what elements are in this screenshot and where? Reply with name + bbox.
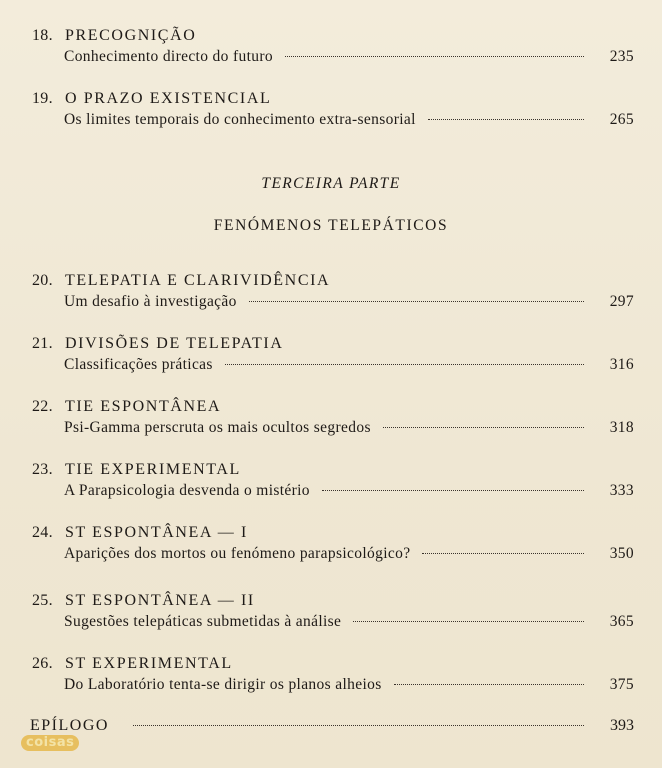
chapter-number: 26.	[32, 655, 53, 672]
chapter-subtitle: Conhecimento directo do futuro	[64, 48, 273, 65]
chapter-title: O PRAZO EXISTENCIAL	[65, 90, 272, 107]
page-number: 265	[609, 111, 634, 128]
chapter-subtitle: A Parapsicologia desvenda o mistério	[64, 482, 310, 499]
dot-leader	[394, 684, 584, 685]
part-label: TERCEIRA PARTE	[261, 175, 401, 192]
watermark-logo: coisas	[21, 735, 79, 751]
part-title: FENÓMENOS TELEPÁTICOS	[213, 217, 449, 234]
chapter-number: 18.	[32, 27, 53, 44]
chapter-title: DIVISÕES DE TELEPATIA	[65, 335, 284, 352]
page-number: 375	[609, 676, 634, 693]
chapter-number: 24.	[32, 524, 53, 541]
dot-leader	[285, 56, 584, 57]
chapter-subtitle: Um desafio à investigação	[64, 293, 237, 310]
page-number: 297	[609, 293, 634, 310]
chapter-number: 25.	[32, 592, 53, 609]
page-number: 350	[609, 545, 634, 562]
chapter-number: 23.	[32, 461, 53, 478]
dot-leader	[383, 427, 584, 428]
chapter-subtitle: Do Laboratório tenta-se dirigir os planos alheios	[64, 676, 382, 693]
chapter-title: PRECOGNIÇÃO	[65, 27, 197, 44]
page-number: 365	[609, 613, 634, 630]
dot-leader	[428, 119, 584, 120]
dot-leader	[422, 553, 584, 554]
chapter-title: TELEPATIA E CLARIVIDÊNCIA	[65, 272, 331, 289]
dot-leader	[322, 490, 584, 491]
chapter-title: TIE ESPONTÂNEA	[65, 398, 222, 415]
chapter-title: ST EXPERIMENTAL	[65, 655, 233, 672]
dot-leader	[353, 621, 584, 622]
dot-leader	[249, 301, 584, 302]
page-number: 316	[609, 356, 634, 373]
chapter-number: 20.	[32, 272, 53, 289]
chapter-subtitle: Classificações práticas	[64, 356, 213, 373]
chapter-title: ST ESPONTÂNEA — II	[65, 592, 255, 609]
page-number: 318	[609, 419, 634, 436]
chapter-subtitle: Sugestões telepáticas submetidas à análise	[64, 613, 342, 630]
page-number: 235	[609, 48, 634, 65]
dot-leader	[225, 364, 584, 365]
toc-entry-epilogue	[30, 717, 634, 735]
chapter-number: 21.	[32, 335, 53, 352]
chapter-number: 22.	[32, 398, 53, 415]
chapter-title: ST ESPONTÂNEA — I	[65, 524, 248, 541]
epilogue-title: EPÍLOGO	[30, 717, 109, 734]
chapter-subtitle: Psi-Gamma perscruta os mais ocultos segredos	[64, 419, 371, 436]
page-number: 333	[609, 482, 634, 499]
chapter-subtitle: Aparições dos mortos ou fenómeno parapsicológico?	[64, 545, 411, 562]
chapter-subtitle: Os limites temporais do conhecimento extra-sensorial	[64, 111, 416, 128]
chapter-number: 19.	[32, 90, 53, 107]
dot-leader	[133, 725, 584, 726]
page-number: 393	[610, 717, 634, 734]
chapter-title: TIE EXPERIMENTAL	[65, 461, 241, 478]
